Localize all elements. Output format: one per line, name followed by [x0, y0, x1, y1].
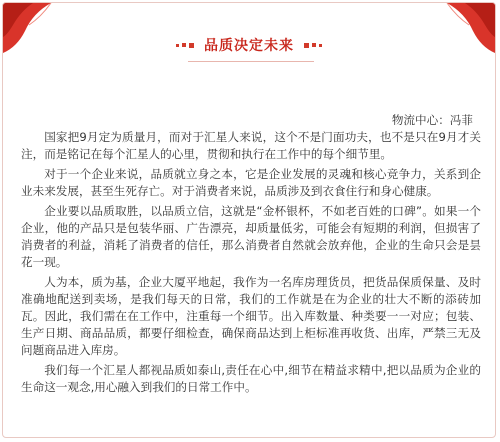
- paragraph: 我们每一个汇星人都视品质如泰山,责任在心中,细节在精益求精中,把以品质为企业的生命这一观念,用心融入到我们的日常工作中。: [21, 363, 481, 394]
- page-title: 品质决定未来: [204, 38, 294, 54]
- paragraph: 国家把9月定为质量月，而对于汇星人来说，这个不是门面功夫，也不是只在9月才关注，而是铭记在每个汇星人的心里，贯彻和执行在工作中的每个细节里。: [21, 130, 481, 161]
- title-underline: [188, 61, 314, 62]
- paragraph: 人为本，质为基，企业大厦平地起，我作为一名库房理货员，把货品保质保量、及时准确地配送到卖场，是我们每天的日常，我们的工作就是在为企业的壮大不断的添砖加瓦。因此，我们需在在工作中，注重每一个细节。出入库数量、种类要一一对应；包装、生产日期、商品品质，都要仔细检查，确保商品达到上柜标准再收货、出库，严禁三无及问题商品进入库房。: [21, 275, 481, 357]
- title-dots-left: [176, 43, 194, 48]
- author-line: 物流中心：冯菲: [391, 113, 473, 127]
- title-dots-right: [304, 43, 322, 48]
- paragraph: 企业要以品质取胜，以品质立信，这就是“金杯银杯，不如老百姓的口碑”。如果一个企业，他的产品只是包装华丽、广告漂亮，却质量低劣，可能会有短期的利润，但损害了消费者的利益，消耗了消费者的信任，那么消费者自然就会放弃他，企业的生命只会是昙花一现。: [21, 204, 481, 269]
- title-row: [3, 35, 495, 55]
- article-body: [21, 112, 481, 396]
- paragraph: 对于一个企业来说，品质就立身之本，它是企业发展的灵魂和核心竞争力，关系到企业未来发展，甚至生死存亡。对于消费者来说，品质涉及到衣食住行和身心健康。: [21, 167, 481, 198]
- article-card: [2, 2, 496, 438]
